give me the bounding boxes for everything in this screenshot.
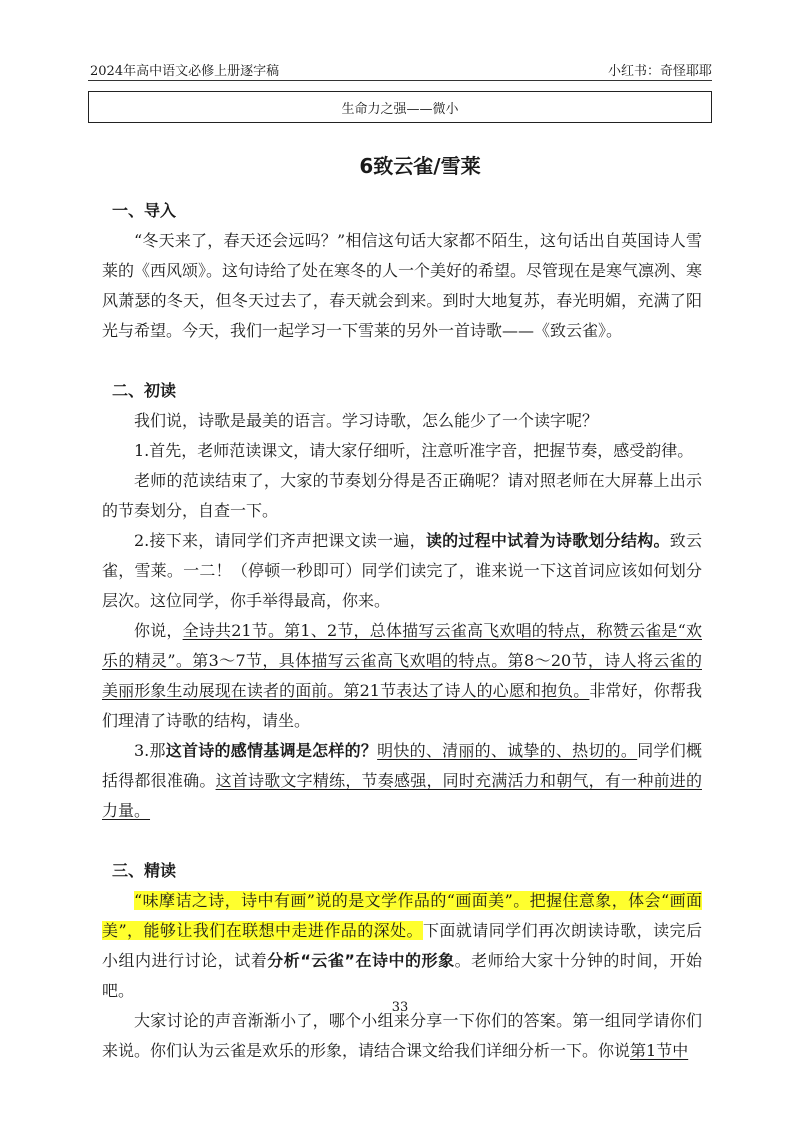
paragraph (102, 526, 702, 616)
underlined-text: 明快的、清丽的、诚挚的、热切的。 (377, 741, 638, 760)
header-left-text: 2024年高中语文必修上册逐字稿 (90, 64, 280, 79)
motto-text: 生命力之强——微小 (341, 101, 459, 117)
paragraph (102, 1006, 702, 1066)
text-run: 大家讨论的声音渐渐小了，哪个小组来分享一下你们的答案。第一组同学请你们来说。你们认为云雀是欢乐的形象，请结合课文给我们详细分析一下。你说 (102, 1011, 702, 1060)
bold-text: 读的过程中试着为诗歌划分结构。 (425, 531, 670, 550)
text-run: 3.那 (134, 741, 166, 760)
paragraph (102, 736, 702, 826)
section-gap (102, 346, 702, 376)
section-heading: 一、导入 (112, 201, 177, 220)
highlighted-text: “味摩诘之诗，诗中有画”说的是文学作品的“画面美”。把握住意象，体会“画面美”，能够让我们在联想中走进作品的深处。 (102, 891, 702, 940)
text-run: 下面就请同学们再次朗读诗歌，读完后小组内进行讨论，试着 (102, 921, 702, 970)
bold-text: 分析“云雀”在诗中的形象 (267, 951, 455, 970)
bold-text: 这首诗的感情基调是怎样的？ (165, 741, 378, 760)
paragraph (102, 226, 702, 346)
text-run: “冬天来了，春天还会远吗？”相信这句话大家都不陌生，这句话出自英国诗人雪莱的《西风颂》。这句诗给了处在寒冬的人一个美好的希望。尽管现在是寒气凛冽、寒风萧瑟的冬天，但冬天过去了，春天就会到来。到时大地复苏，春光明媚，充满了阳光与希望。今天，我们一起学习一下雪莱的另外一首诗歌——《致云雀》。 (102, 231, 703, 340)
page-number: 33 (391, 1000, 409, 1015)
text-run: 非常好，你帮我们理清了诗歌的结构，请坐。 (102, 681, 702, 730)
text-run: 同学们概括得都很准确。 (102, 741, 702, 790)
document-body (102, 196, 702, 1066)
text-run: 。老师给大家十分钟的时间，开始吧。 (102, 951, 702, 1000)
header-right-text: 小红书：奇怪耶耶 (607, 64, 712, 79)
underlined-text: 这首诗歌文字精练，节奏感强，同时充满活力和朝气，有一种前进的力量。 (102, 771, 702, 820)
section-gap (102, 826, 702, 856)
paragraph (102, 886, 702, 1006)
section-heading: 三、精读 (112, 861, 177, 880)
header-rule (88, 80, 712, 81)
text-run: 致云雀，雪莱。一二！（停顿一秒即可）同学们读完了，谁来说一下这首词应该如何划分层次。这位同学，你手举得最高，你来。 (102, 531, 702, 610)
section-heading: 二、初读 (112, 381, 177, 400)
text-run: 你说， (134, 621, 183, 640)
underlined-text: 全诗共21节。第1、2节，总体描写云雀高飞欢唱的特点，称赞云雀是“欢乐的精灵”。第3～7节，具体描写云雀高飞欢唱的特点。第8～20节，诗人将云雀的美丽形象生动展现在读者的面前。第21节表达了诗人的心愿和抱负。 (102, 621, 702, 700)
motto-box (88, 91, 712, 123)
underlined-text: 第1节中 (630, 1041, 689, 1060)
page-header (90, 57, 712, 79)
text-run: 我们说，诗歌是最美的语言。学习诗歌，怎么能少了一个读字呢？ (134, 411, 599, 430)
text-run: 1.首先，老师范读课文，请大家仔细听，注意听准字音，把握节奏，感受韵律。 (134, 441, 694, 460)
text-run: 2.接下来，请同学们齐声把课文读一遍， (134, 531, 426, 550)
lesson-title: 6致云雀/雪莱 (359, 154, 481, 178)
text-run: 老师的范读结束了，大家的节奏划分得是否正确呢？请对照老师在大屏幕上出示的节奏划分，自查一下。 (102, 471, 702, 520)
paragraph (102, 466, 702, 526)
paragraph (102, 616, 702, 736)
paragraph (102, 436, 702, 466)
paragraph (102, 406, 702, 436)
